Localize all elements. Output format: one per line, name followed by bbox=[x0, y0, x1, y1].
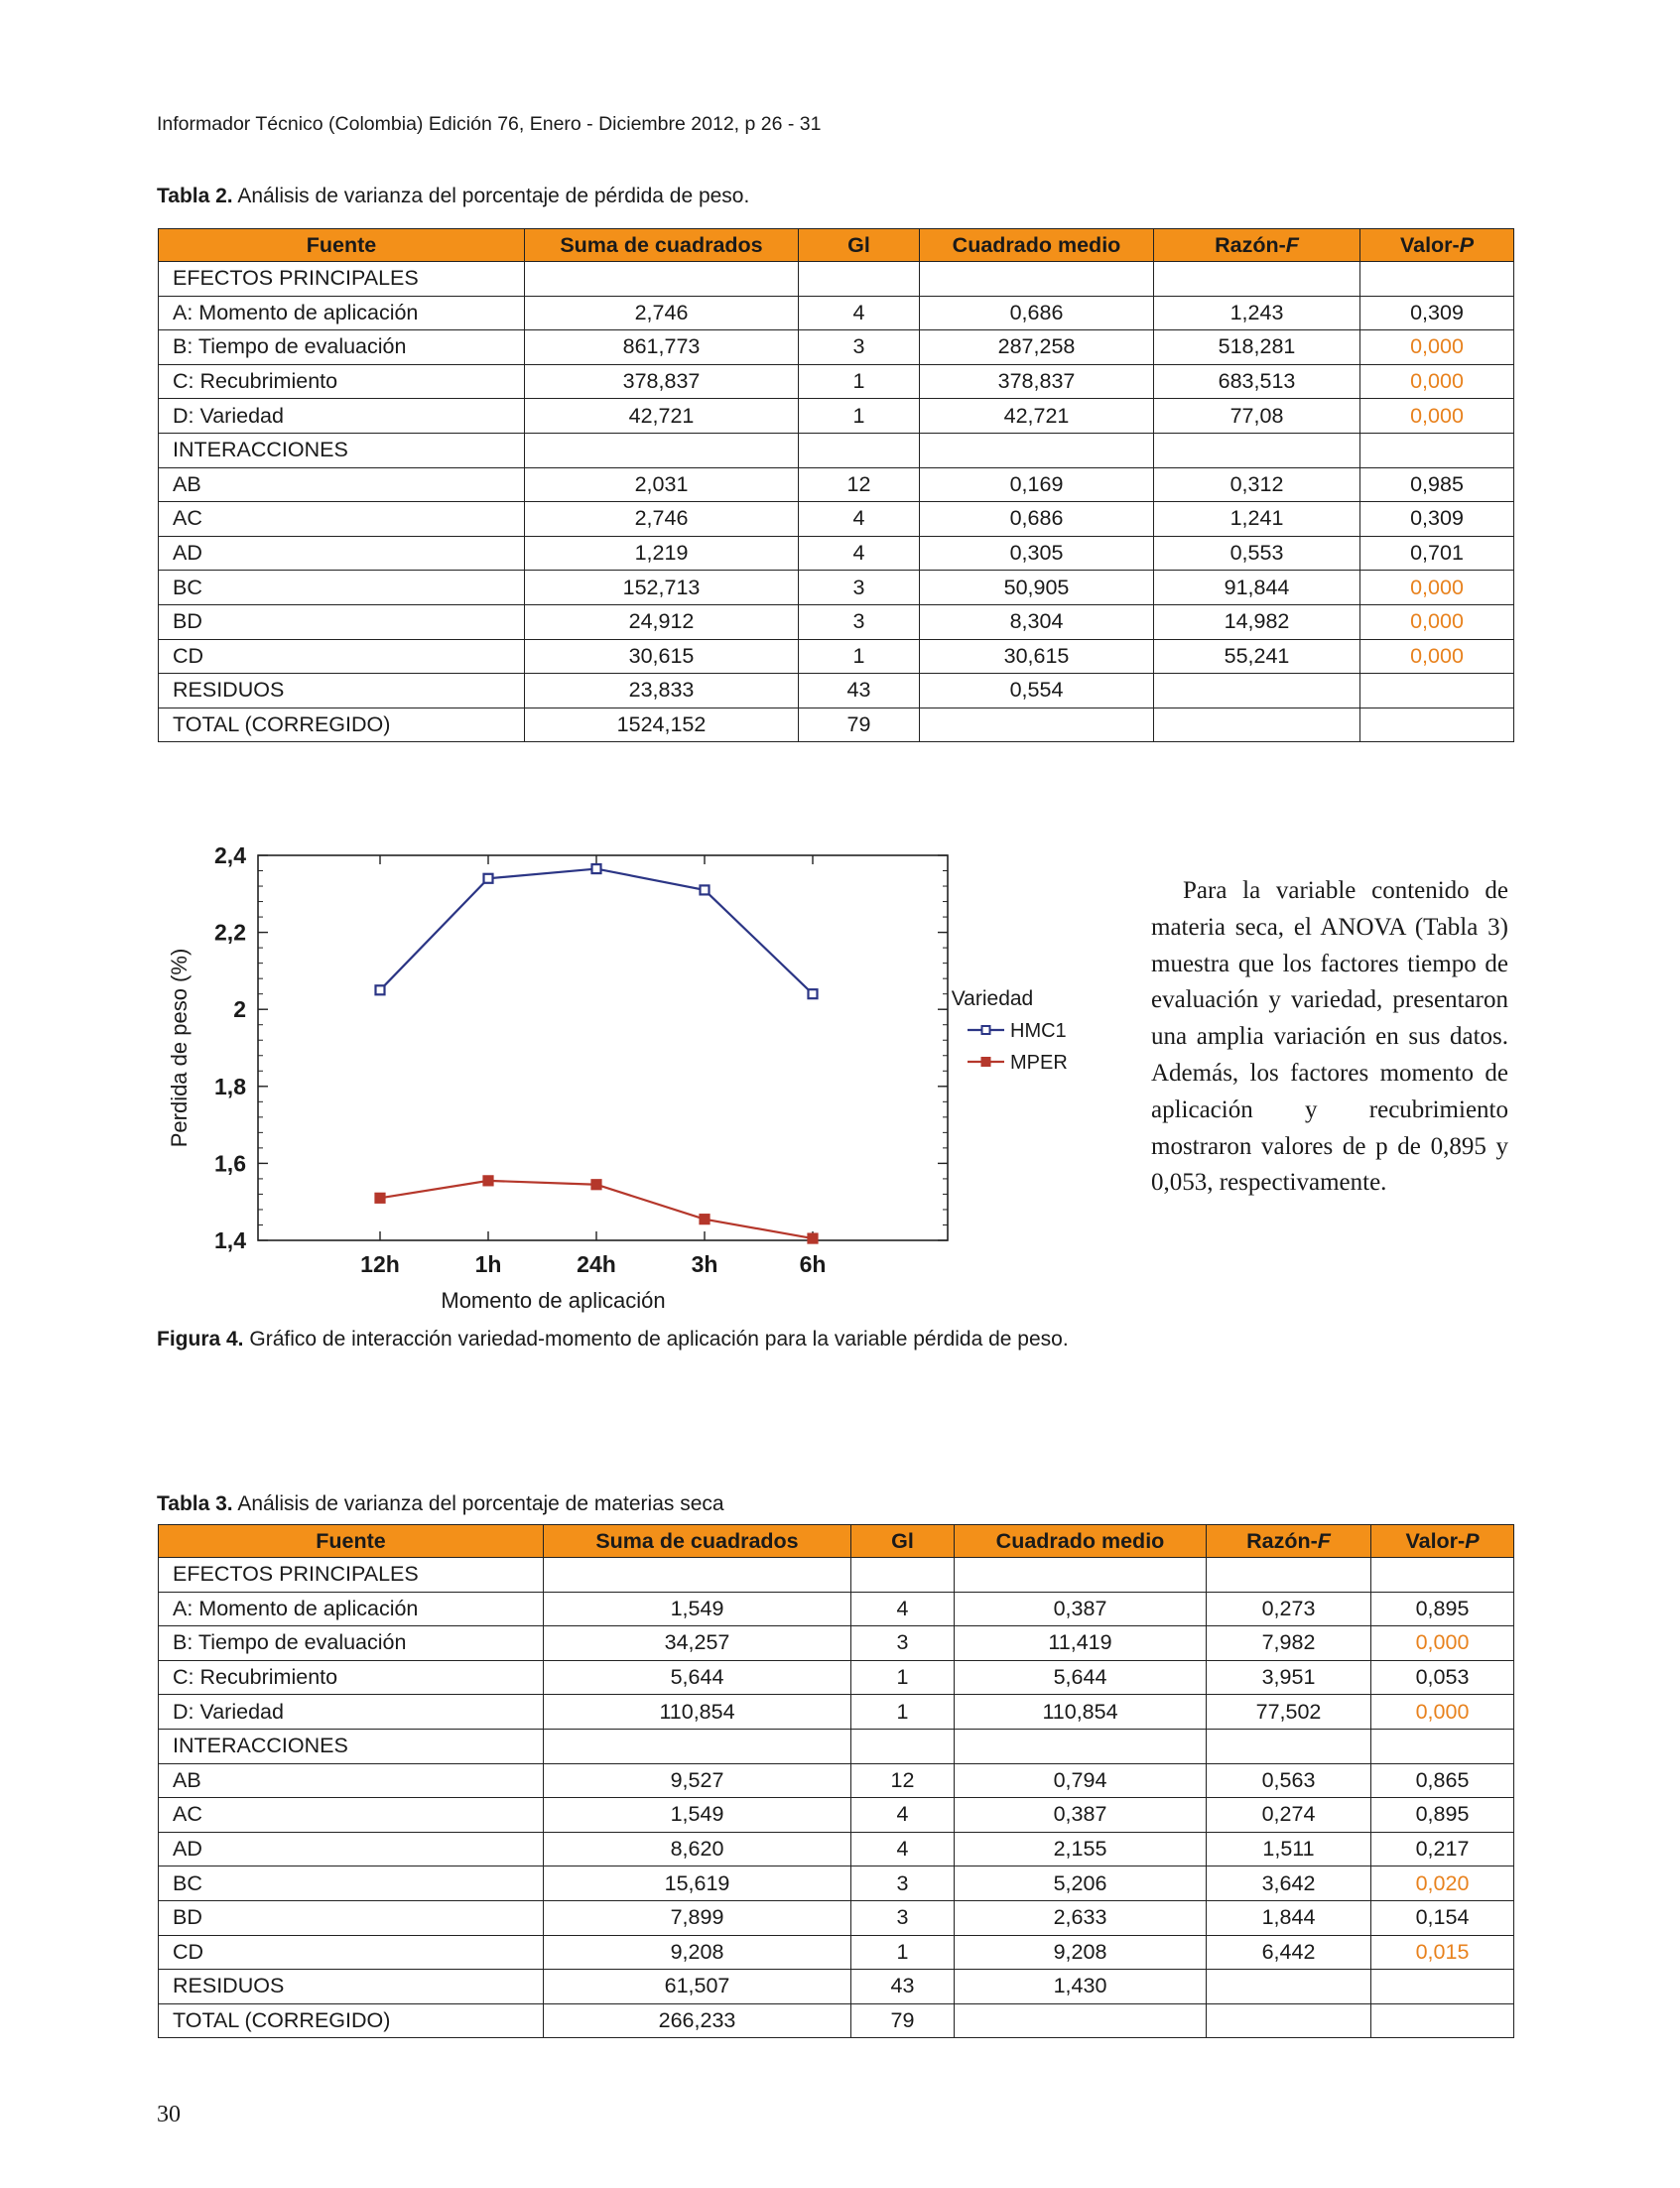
table-cell: 43 bbox=[799, 674, 920, 708]
legend-marker bbox=[982, 1026, 990, 1034]
table-cell: 77,502 bbox=[1207, 1695, 1371, 1730]
source-cell: BD bbox=[159, 1900, 544, 1935]
body-paragraph: Para la variable contenido de materia seca, el ANOVA (Tabla 3) muestra que los factores tiempo de evaluación y variedad, presentaron una amplia variación en sus datos. Además, los factores momento de aplicación y recubrimiento mostraron valores de p de 0,895 y 0,053, respectivamente. bbox=[1151, 877, 1508, 1197]
table3-header-cell bbox=[1371, 1525, 1514, 1558]
table-cell: 0,274 bbox=[1207, 1798, 1371, 1833]
table-row bbox=[159, 364, 1514, 399]
table-row bbox=[159, 674, 1514, 708]
p-value-cell: 0,000 bbox=[1371, 1695, 1514, 1730]
table-row bbox=[159, 433, 1514, 467]
p-value-cell bbox=[1371, 1970, 1514, 2004]
table-cell: 15,619 bbox=[544, 1866, 851, 1901]
table-cell bbox=[525, 433, 799, 467]
table-cell: 110,854 bbox=[955, 1695, 1207, 1730]
legend-label: MPER bbox=[1010, 1052, 1068, 1074]
table2-header-row bbox=[159, 229, 1514, 262]
table-cell: 30,615 bbox=[920, 639, 1154, 674]
table-cell: 152,713 bbox=[525, 571, 799, 605]
p-value-cell: 0,020 bbox=[1371, 1866, 1514, 1901]
table-row bbox=[159, 536, 1514, 571]
table-cell: 12 bbox=[799, 467, 920, 502]
table-cell bbox=[799, 433, 920, 467]
table2-caption-label: Tabla 2. bbox=[157, 185, 233, 207]
table-row bbox=[159, 502, 1514, 537]
table-cell: 3 bbox=[799, 604, 920, 639]
p-value-cell: 0,309 bbox=[1360, 502, 1514, 537]
table-row bbox=[159, 1626, 1514, 1661]
table-cell: 5,644 bbox=[544, 1660, 851, 1695]
source-cell: BD bbox=[159, 604, 525, 639]
source-cell: AC bbox=[159, 1798, 544, 1833]
table-cell: 3 bbox=[799, 571, 920, 605]
data-point-mper bbox=[809, 1234, 818, 1243]
y-tick-label: 1,4 bbox=[214, 1227, 246, 1253]
table-cell bbox=[544, 1558, 851, 1593]
section-label: EFECTOS PRINCIPALES bbox=[159, 1558, 544, 1593]
table2-caption-text: Análisis de varianza del porcentaje de pérdida de peso. bbox=[232, 185, 750, 207]
table-cell: 861,773 bbox=[525, 330, 799, 365]
table-cell: 683,513 bbox=[1154, 364, 1360, 399]
table-cell: 8,304 bbox=[920, 604, 1154, 639]
table-cell: 266,233 bbox=[544, 2003, 851, 2038]
table-cell: 79 bbox=[799, 708, 920, 742]
table-cell: 378,837 bbox=[920, 364, 1154, 399]
section-label: INTERACCIONES bbox=[159, 433, 525, 467]
table-cell: 1,844 bbox=[1207, 1900, 1371, 1935]
p-value-cell: 0,701 bbox=[1360, 536, 1514, 571]
p-value-cell: 0,000 bbox=[1360, 639, 1514, 674]
table-cell bbox=[1154, 262, 1360, 297]
table-cell bbox=[525, 262, 799, 297]
table-cell: 287,258 bbox=[920, 330, 1154, 365]
table3-header-label: Razón- bbox=[1246, 1528, 1318, 1553]
table-row bbox=[159, 1660, 1514, 1695]
table-cell: 518,281 bbox=[1154, 330, 1360, 365]
table-cell: 42,721 bbox=[525, 399, 799, 434]
table-cell: 1,549 bbox=[544, 1798, 851, 1833]
table-cell: 5,644 bbox=[955, 1660, 1207, 1695]
table-cell: 1,430 bbox=[955, 1970, 1207, 2004]
source-cell: D: Variedad bbox=[159, 1695, 544, 1730]
page-number: 30 bbox=[157, 2102, 181, 2127]
table-cell: 6,442 bbox=[1207, 1935, 1371, 1970]
figure4-caption-label: Figura 4. bbox=[157, 1328, 244, 1351]
table-cell: 3,642 bbox=[1207, 1866, 1371, 1901]
table-cell: 0,387 bbox=[955, 1592, 1207, 1626]
table-cell: 0,554 bbox=[920, 674, 1154, 708]
table2-header-cell bbox=[1360, 229, 1514, 262]
table2-header-cell bbox=[920, 229, 1154, 262]
table-cell: 55,241 bbox=[1154, 639, 1360, 674]
table-cell: 34,257 bbox=[544, 1626, 851, 1661]
table-cell: 9,208 bbox=[955, 1935, 1207, 1970]
legend-label: HMC1 bbox=[1010, 1020, 1067, 1042]
table3-header-row bbox=[159, 1525, 1514, 1558]
table-cell: 4 bbox=[799, 536, 920, 571]
table3-header-cell bbox=[851, 1525, 955, 1558]
table-cell: 24,912 bbox=[525, 604, 799, 639]
table-cell bbox=[920, 708, 1154, 742]
data-point-hmc1 bbox=[376, 985, 385, 994]
source-cell: AD bbox=[159, 1832, 544, 1866]
table3-caption bbox=[157, 1492, 724, 1516]
table-cell: 378,837 bbox=[525, 364, 799, 399]
table-cell: 1,241 bbox=[1154, 502, 1360, 537]
data-point-mper bbox=[701, 1215, 710, 1223]
table-cell: 12 bbox=[851, 1763, 955, 1798]
table-row bbox=[159, 399, 1514, 434]
source-cell: AB bbox=[159, 1763, 544, 1798]
table-cell: 43 bbox=[851, 1970, 955, 2004]
table-cell: 23,833 bbox=[525, 674, 799, 708]
p-value-cell bbox=[1360, 674, 1514, 708]
data-point-hmc1 bbox=[484, 874, 493, 883]
table-row bbox=[159, 1763, 1514, 1798]
table-row bbox=[159, 1935, 1514, 1970]
table-cell bbox=[1360, 433, 1514, 467]
y-tick-label: 2,2 bbox=[214, 919, 246, 946]
y-tick-label: 2 bbox=[233, 996, 246, 1023]
table3-header-italic: F bbox=[1317, 1528, 1331, 1553]
p-value-cell: 0,154 bbox=[1371, 1900, 1514, 1935]
p-value-cell: 0,985 bbox=[1360, 467, 1514, 502]
table-cell bbox=[851, 1558, 955, 1593]
table-cell: 2,031 bbox=[525, 467, 799, 502]
series-line-hmc1 bbox=[380, 869, 813, 994]
p-value-cell: 0,000 bbox=[1360, 330, 1514, 365]
table2-header-cell bbox=[159, 229, 525, 262]
data-point-hmc1 bbox=[809, 989, 818, 998]
table-cell: 0,387 bbox=[955, 1798, 1207, 1833]
table-cell: 0,686 bbox=[920, 502, 1154, 537]
table-row bbox=[159, 296, 1514, 330]
table-row bbox=[159, 1592, 1514, 1626]
data-point-mper bbox=[484, 1176, 493, 1185]
source-cell: BC bbox=[159, 571, 525, 605]
section-label: EFECTOS PRINCIPALES bbox=[159, 262, 525, 297]
table-cell: 3 bbox=[799, 330, 920, 365]
table-cell bbox=[920, 262, 1154, 297]
source-cell: TOTAL (CORREGIDO) bbox=[159, 708, 525, 742]
table-row bbox=[159, 1832, 1514, 1866]
table-row bbox=[159, 1729, 1514, 1763]
table-cell: 4 bbox=[799, 296, 920, 330]
table-cell: 9,208 bbox=[544, 1935, 851, 1970]
table3-caption-text: Análisis de varianza del porcentaje de materias seca bbox=[232, 1492, 724, 1515]
table-cell: 8,620 bbox=[544, 1832, 851, 1866]
p-value-cell: 0,309 bbox=[1360, 296, 1514, 330]
source-cell: C: Recubrimiento bbox=[159, 1660, 544, 1695]
table-cell: 1 bbox=[851, 1695, 955, 1730]
p-value-cell bbox=[1360, 708, 1514, 742]
table-cell: 0,563 bbox=[1207, 1763, 1371, 1798]
source-cell: D: Variedad bbox=[159, 399, 525, 434]
table3-header-label: Cuadrado medio bbox=[995, 1528, 1165, 1553]
table-cell: 3,951 bbox=[1207, 1660, 1371, 1695]
table-cell: 1 bbox=[799, 364, 920, 399]
table-cell: 11,419 bbox=[955, 1626, 1207, 1661]
table3-header-label: Suma de cuadrados bbox=[595, 1528, 799, 1553]
figure4-caption bbox=[157, 1328, 1069, 1351]
table-cell bbox=[799, 262, 920, 297]
table-cell bbox=[1154, 674, 1360, 708]
table3-header-cell bbox=[544, 1525, 851, 1558]
table-cell: 61,507 bbox=[544, 1970, 851, 2004]
table3-header-cell bbox=[1207, 1525, 1371, 1558]
p-value-cell: 0,217 bbox=[1371, 1832, 1514, 1866]
table-cell: 91,844 bbox=[1154, 571, 1360, 605]
table-row bbox=[159, 467, 1514, 502]
table2-header-label: Razón- bbox=[1215, 232, 1286, 257]
table-cell: 1,511 bbox=[1207, 1832, 1371, 1866]
table2-header-label: Cuadrado medio bbox=[952, 232, 1121, 257]
table3-header-label: Fuente bbox=[316, 1528, 386, 1553]
table-cell: 7,982 bbox=[1207, 1626, 1371, 1661]
table-cell bbox=[920, 433, 1154, 467]
table-cell: 4 bbox=[851, 1798, 955, 1833]
x-tick-label: 24h bbox=[577, 1251, 616, 1277]
table-cell: 1524,152 bbox=[525, 708, 799, 742]
table-cell: 3 bbox=[851, 1900, 955, 1935]
table-cell: 0,794 bbox=[955, 1763, 1207, 1798]
table3-anova bbox=[158, 1524, 1514, 2038]
source-cell: B: Tiempo de evaluación bbox=[159, 330, 525, 365]
table-row bbox=[159, 1900, 1514, 1935]
table-row bbox=[159, 571, 1514, 605]
x-tick-label: 3h bbox=[691, 1251, 718, 1277]
p-value-cell: 0,015 bbox=[1371, 1935, 1514, 1970]
table-row bbox=[159, 1798, 1514, 1833]
table-cell: 2,746 bbox=[525, 502, 799, 537]
table-cell: 9,527 bbox=[544, 1763, 851, 1798]
table2-header-cell bbox=[799, 229, 920, 262]
table-cell: 50,905 bbox=[920, 571, 1154, 605]
table-row bbox=[159, 330, 1514, 365]
table-cell bbox=[1207, 1970, 1371, 2004]
source-cell: C: Recubrimiento bbox=[159, 364, 525, 399]
table2-caption bbox=[157, 185, 749, 208]
table2-header-label: Suma de cuadrados bbox=[560, 232, 763, 257]
table-cell: 5,206 bbox=[955, 1866, 1207, 1901]
table-cell: 3 bbox=[851, 1626, 955, 1661]
table-cell: 0,312 bbox=[1154, 467, 1360, 502]
table-cell bbox=[544, 1729, 851, 1763]
table-row bbox=[159, 1695, 1514, 1730]
table-cell bbox=[955, 1558, 1207, 1593]
table3-header-italic: P bbox=[1465, 1528, 1480, 1553]
table-cell: 0,305 bbox=[920, 536, 1154, 571]
table-cell: 4 bbox=[799, 502, 920, 537]
table-cell: 1 bbox=[851, 1935, 955, 1970]
table2-header-cell bbox=[1154, 229, 1360, 262]
y-tick-label: 1,6 bbox=[214, 1150, 246, 1177]
table-cell: 79 bbox=[851, 2003, 955, 2038]
source-cell: A: Momento de aplicación bbox=[159, 296, 525, 330]
table2-header-label: Fuente bbox=[306, 232, 377, 257]
legend-title: Variedad bbox=[951, 987, 1034, 1010]
table-cell: 110,854 bbox=[544, 1695, 851, 1730]
figure4-caption-text: Gráfico de interacción variedad-momento de aplicación para la variable pérdida de peso. bbox=[243, 1328, 1069, 1351]
table-cell bbox=[1371, 1729, 1514, 1763]
section-label: INTERACCIONES bbox=[159, 1729, 544, 1763]
y-tick-label: 2,4 bbox=[214, 842, 246, 868]
table-cell: 3 bbox=[851, 1866, 955, 1901]
table-cell: 2,633 bbox=[955, 1900, 1207, 1935]
x-tick-label: 6h bbox=[799, 1251, 827, 1277]
data-point-hmc1 bbox=[592, 864, 601, 873]
table2-header-italic: P bbox=[1459, 232, 1475, 257]
y-axis-label: Perdida de peso (%) bbox=[167, 948, 192, 1148]
y-tick-label: 1,8 bbox=[214, 1073, 246, 1099]
table-cell bbox=[1371, 1558, 1514, 1593]
table-row bbox=[159, 262, 1514, 297]
source-cell: CD bbox=[159, 639, 525, 674]
legend-marker bbox=[982, 1058, 990, 1066]
table-cell: 1,219 bbox=[525, 536, 799, 571]
table-cell: 77,08 bbox=[1154, 399, 1360, 434]
table-cell bbox=[955, 2003, 1207, 2038]
source-cell: AB bbox=[159, 467, 525, 502]
data-point-mper bbox=[592, 1180, 601, 1189]
p-value-cell: 0,895 bbox=[1371, 1592, 1514, 1626]
source-cell: A: Momento de aplicación bbox=[159, 1592, 544, 1626]
interaction-chart bbox=[149, 834, 1101, 1320]
source-cell: RESIDUOS bbox=[159, 1970, 544, 2004]
table-cell: 0,553 bbox=[1154, 536, 1360, 571]
table-cell: 2,746 bbox=[525, 296, 799, 330]
p-value-cell: 0,895 bbox=[1371, 1798, 1514, 1833]
table-row bbox=[159, 1558, 1514, 1593]
p-value-cell: 0,000 bbox=[1360, 571, 1514, 605]
table-cell: 1 bbox=[799, 639, 920, 674]
table-cell: 1 bbox=[799, 399, 920, 434]
data-point-hmc1 bbox=[701, 885, 710, 894]
source-cell: BC bbox=[159, 1866, 544, 1901]
table-row bbox=[159, 639, 1514, 674]
p-value-cell bbox=[1371, 2003, 1514, 2038]
table2-anova bbox=[158, 228, 1514, 742]
table-cell: 1,243 bbox=[1154, 296, 1360, 330]
plot-frame bbox=[258, 855, 948, 1240]
table2-header-italic: F bbox=[1285, 232, 1299, 257]
table-cell: 4 bbox=[851, 1592, 955, 1626]
source-cell: TOTAL (CORREGIDO) bbox=[159, 2003, 544, 2038]
source-cell: B: Tiempo de evaluación bbox=[159, 1626, 544, 1661]
table3-header-cell bbox=[955, 1525, 1207, 1558]
table-cell: 14,982 bbox=[1154, 604, 1360, 639]
x-axis-label: Momento de aplicación bbox=[441, 1288, 666, 1313]
table-cell: 0,686 bbox=[920, 296, 1154, 330]
table-cell bbox=[1207, 1558, 1371, 1593]
x-tick-label: 12h bbox=[360, 1251, 400, 1277]
p-value-cell: 0,000 bbox=[1360, 399, 1514, 434]
table2-header-cell bbox=[525, 229, 799, 262]
table3-header-label: Valor- bbox=[1405, 1528, 1466, 1553]
table-cell bbox=[1207, 2003, 1371, 2038]
p-value-cell: 0,865 bbox=[1371, 1763, 1514, 1798]
table-cell: 2,155 bbox=[955, 1832, 1207, 1866]
table-cell bbox=[955, 1729, 1207, 1763]
p-value-cell: 0,000 bbox=[1371, 1626, 1514, 1661]
table-cell bbox=[851, 1729, 955, 1763]
table3-caption-label: Tabla 3. bbox=[157, 1492, 233, 1515]
table-row bbox=[159, 2003, 1514, 2038]
table2-header-label: Gl bbox=[847, 232, 870, 257]
table-row bbox=[159, 1970, 1514, 2004]
table-cell: 7,899 bbox=[544, 1900, 851, 1935]
table-cell: 30,615 bbox=[525, 639, 799, 674]
source-cell: AD bbox=[159, 536, 525, 571]
source-cell: AC bbox=[159, 502, 525, 537]
source-cell: CD bbox=[159, 1935, 544, 1970]
table-cell bbox=[1154, 708, 1360, 742]
p-value-cell: 0,053 bbox=[1371, 1660, 1514, 1695]
table-cell: 1 bbox=[851, 1660, 955, 1695]
table-row bbox=[159, 1866, 1514, 1901]
x-tick-label: 1h bbox=[474, 1251, 502, 1277]
table-row bbox=[159, 708, 1514, 742]
table2-header-label: Valor- bbox=[1399, 232, 1460, 257]
table-cell: 42,721 bbox=[920, 399, 1154, 434]
table-cell: 0,273 bbox=[1207, 1592, 1371, 1626]
table3-header-cell bbox=[159, 1525, 544, 1558]
source-cell: RESIDUOS bbox=[159, 674, 525, 708]
table-cell: 1,549 bbox=[544, 1592, 851, 1626]
table-cell bbox=[1360, 262, 1514, 297]
p-value-cell: 0,000 bbox=[1360, 604, 1514, 639]
table-cell bbox=[1154, 433, 1360, 467]
running-header: Informador Técnico (Colombia) Edición 76, Enero - Diciembre 2012, p 26 - 31 bbox=[157, 113, 822, 135]
table-cell: 4 bbox=[851, 1832, 955, 1866]
table-cell: 0,169 bbox=[920, 467, 1154, 502]
table3-header-label: Gl bbox=[891, 1528, 914, 1553]
table-row bbox=[159, 604, 1514, 639]
p-value-cell: 0,000 bbox=[1360, 364, 1514, 399]
table-cell bbox=[1207, 1729, 1371, 1763]
data-point-mper bbox=[376, 1194, 385, 1203]
